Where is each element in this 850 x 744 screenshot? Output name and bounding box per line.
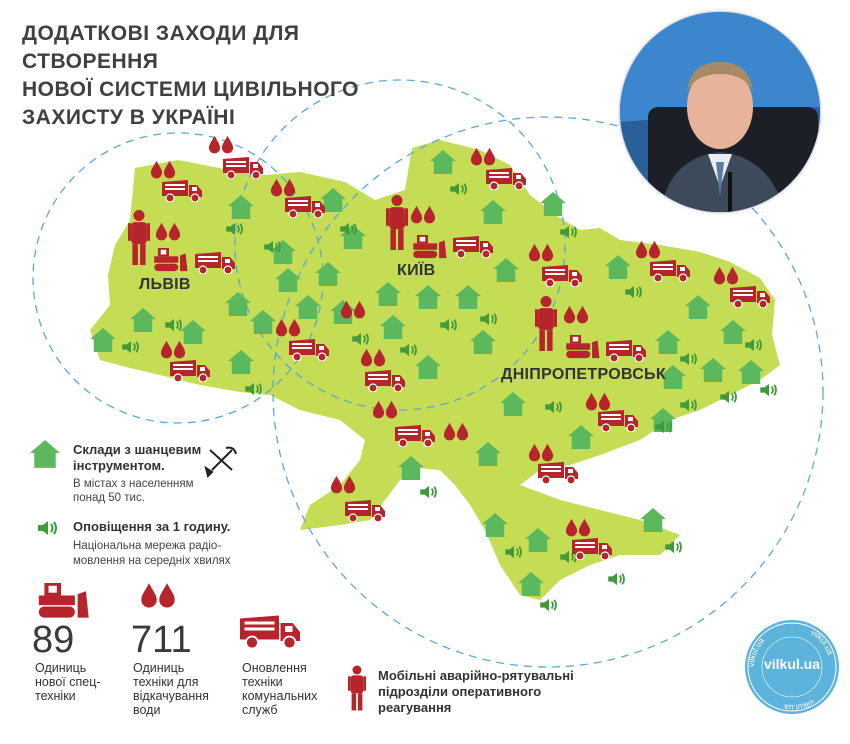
special-label-1: Одиниць bbox=[35, 661, 87, 675]
badge-ring-text-path: vilkul.ua bbox=[746, 636, 766, 668]
rescue-label-2: підрозділи оперативного bbox=[378, 684, 542, 699]
rescue-label-3: реагування bbox=[378, 700, 452, 715]
pump-label-4: води bbox=[133, 703, 161, 717]
vilkul-badge[interactable] bbox=[745, 620, 839, 714]
municipal-label-4: служб bbox=[242, 703, 278, 717]
pump-label-2: техніки для bbox=[133, 675, 199, 689]
municipal-label-3: комунальних bbox=[242, 689, 318, 703]
special-label-3: техніки bbox=[35, 689, 76, 703]
legend-warehouses-sub-1: В містах з населенням bbox=[73, 478, 194, 490]
pump-label-3: відкачування bbox=[133, 689, 209, 703]
city-label-kyiv: КИЇВ bbox=[397, 262, 436, 279]
legend-alert-sub-2: мовлення на середніх хвилях bbox=[73, 555, 231, 567]
title-line-3: ЗАХИСТУ В УКРАЇНІ bbox=[22, 106, 236, 129]
svg-text:vilkul.ua bbox=[783, 697, 816, 712]
title-line-2: НОВОЇ СИСТЕМИ ЦИВІЛЬНОГО bbox=[22, 78, 359, 101]
shovel-pickaxe-icon bbox=[206, 448, 236, 476]
page-title bbox=[22, 20, 442, 132]
legend-warehouses-title-1: Склади з шанцевим bbox=[73, 442, 202, 457]
city-label-dnipro: ДНІПРОПЕТРОВСЬК bbox=[501, 366, 666, 383]
special-machinery-count: 89 bbox=[32, 619, 75, 661]
title-line-1: ДОДАТКОВІ ЗАХОДИ ДЛЯ СТВОРЕННЯ bbox=[22, 22, 300, 73]
legend-warehouses-title-2: інструментом. bbox=[73, 458, 165, 473]
portrait-photo bbox=[620, 12, 820, 212]
city-label-lviv: ЛЬВІВ bbox=[139, 276, 191, 293]
pump-machinery-count: 711 bbox=[131, 619, 192, 661]
legend-warehouses-sub-2: понад 50 тис. bbox=[73, 492, 145, 504]
special-label-2: нової спец- bbox=[35, 675, 101, 689]
municipal-label-1: Оновлення bbox=[242, 661, 307, 675]
legend-alert-sub-1: Національна мережа радіо- bbox=[73, 540, 222, 552]
legend-alert-title: Оповіщення за 1 годину. bbox=[73, 519, 231, 534]
badge-center-text: vilkul.ua bbox=[763, 656, 821, 672]
badge-ring-text-path-3: vilkul.ua bbox=[783, 697, 816, 713]
badge-ring-text-path-2: vilkul.ua bbox=[809, 627, 835, 657]
municipal-label-2: техніки bbox=[242, 675, 283, 689]
rescue-label-1: Мобільні аварійно-рятувальні bbox=[378, 668, 574, 683]
pump-label-1: Одиниць bbox=[133, 661, 185, 675]
